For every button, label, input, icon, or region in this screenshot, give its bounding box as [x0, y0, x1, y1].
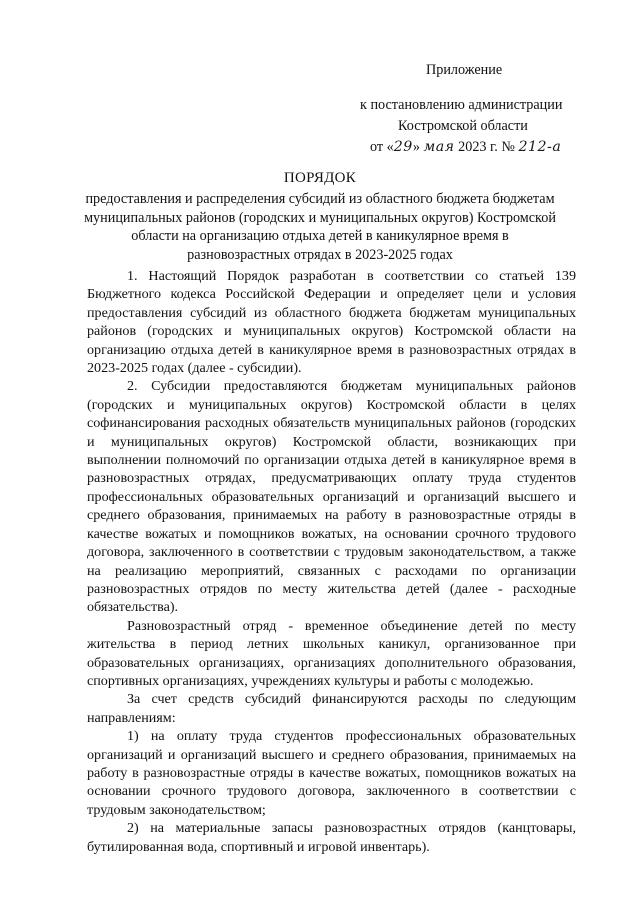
date-year: 2023 г. № [458, 139, 515, 155]
resolution-date-line [360, 137, 610, 158]
paragraph-1: 1. Настоящий Порядок разработан в соответствии со статьей 139 Бюджетного кодекса Российской Федерации и определяет цели и условия предоставления субсидий из областного бюджета бюджетам муниципальных районов (городских и муниципальных округов) Костромской области на организацию отдыха детей в каникулярное время в разновозрастных отрядах в 2023-2025 годах (далее - субсидии). [87, 268, 576, 377]
date-quote-close: » [412, 139, 420, 155]
paragraph-2: 2. Субсидии предоставляются бюджетам муниципальных районов (городских и муниципальных округов) Костромской области в целях софинансирования расходных обязательств муниципальных районов (городских и муниципальных округов) Костромской области, возникающих при выполнении полномочий по организации отдыха детей в каникулярное время в разновозрастных отрядах, предусматривающих оплату труда студентов профессиональных образовательных организаций и организаций высшего и среднего образования, принимаемых на работу в разновозрастные отряды в качестве вожатых и помощников вожатых, на основании срочного трудового договора, заключенного в соответствии с трудовым законодательством, а также на реализацию мероприятий, связанных с расходами по организации разновозрастных отрядов по месту жительства детей (далее - расходные обязательства). [87, 378, 576, 616]
paragraph-4: За счет средств субсидий финансируются расходы по следующим направлениям: [87, 691, 576, 726]
paragraph-6: 2) на материальные запасы разновозрастных отрядов (канцтовары, бутилированная вода, спортивный и игровой инвентарь). [87, 820, 576, 855]
region-name: Костромской области [398, 118, 528, 134]
appendix-label: Приложение [426, 62, 503, 78]
document-title: ПОРЯДОК [283, 170, 357, 186]
resolution-reference: к постановлению администрации [360, 97, 563, 113]
document-body [87, 267, 576, 856]
document-subtitle: предоставления и распределения субсидий из областного бюджета бюджетам муниципальных районов (городских и муниципальных округов) Костромской области на организацию отдыха детей в каникулярное время в разновозрастных отрядах в 2023-2025 годах [84, 191, 556, 263]
paragraph-5: 1) на оплату труда студентов профессиональных образовательных организаций и организаций высшего и среднего образования, принимаемых на работу в разновозрастные отряды в качестве вожатых, помощников вожатых на основании срочного трудового договора, заключенного в соответствии с трудовым законодательством; [87, 728, 576, 818]
document-number-handwritten: 212-а [518, 139, 562, 155]
appendix-header [360, 60, 610, 158]
paragraph-3: Разновозрастный отряд - временное объединение детей по месту жительства в период летних школьных каникул, организованное при образовательных организациях, организациях дополнительного образования, спортивных организациях, учреждениях культуры и работы с молодежью. [87, 617, 576, 689]
date-month-handwritten: мая [423, 139, 455, 155]
date-day-handwritten: 29 [393, 139, 413, 155]
date-prefix: от « [370, 139, 394, 155]
